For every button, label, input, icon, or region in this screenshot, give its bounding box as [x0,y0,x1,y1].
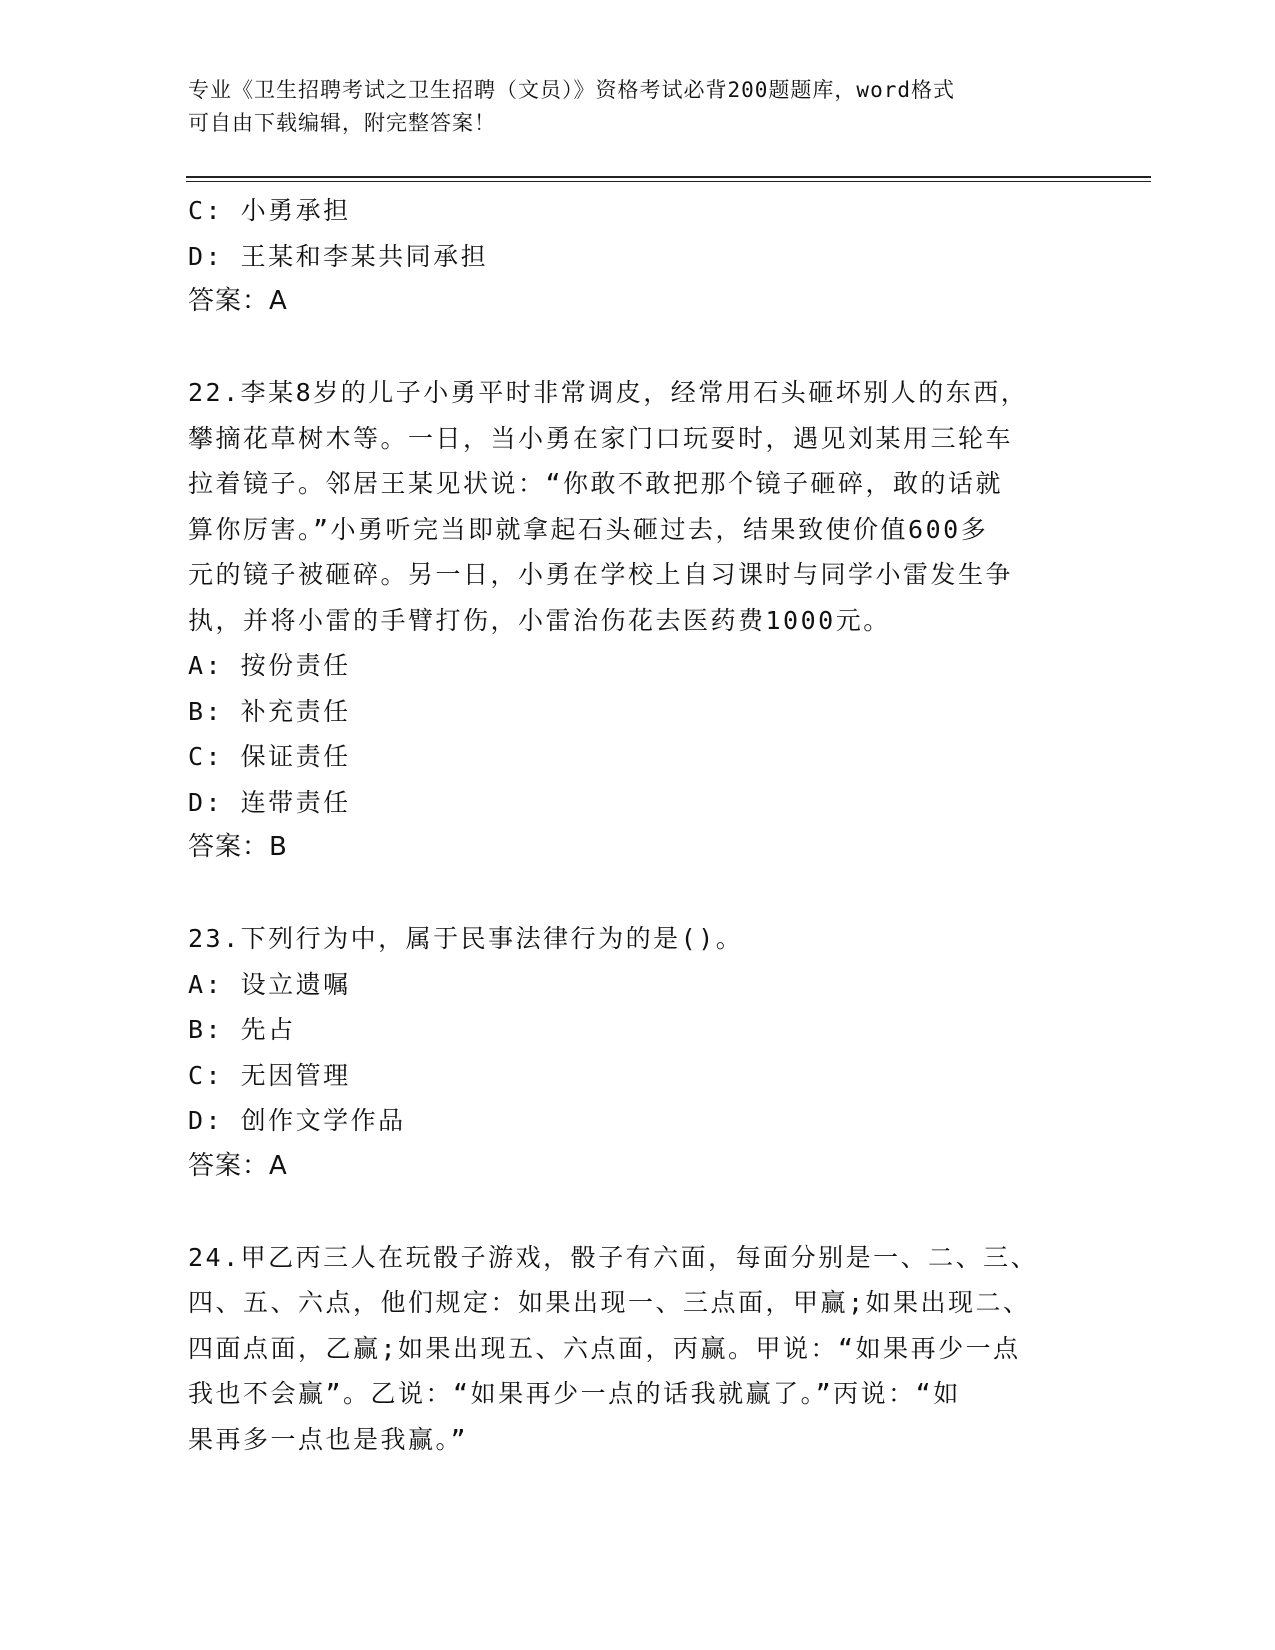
spacer [188,1189,1068,1235]
q24-stem-line-1: 24.甲乙丙三人在玩骰子游戏，骰子有六面，每面分别是一、二、三、 [188,1242,1039,1272]
question-23 [188,916,1068,1189]
q22-option-d: D: 连带责任 [188,787,351,817]
q22-stem-line-4: 算你厉害。”小勇听完当即就拿起石头砸过去，结果致使价值600多 [188,514,989,544]
q22-option-c: C: 保证责任 [188,742,351,771]
prev-option-c: C: 小勇承担 [188,196,351,225]
q23-option-c: C: 无因管理 [188,1060,351,1090]
q22-option-a: A: 按份责任 [188,651,351,680]
q23-answer: 答案：A [188,1150,288,1181]
header-title-line-1: 专业《卫生招聘考试之卫生招聘（文员）》资格考试必背200题题库，word格式 [188,78,955,102]
q22-stem-line-6: 执，并将小雷的手臂打伤，小雷治伤花去医药费1000元。 [188,605,891,635]
q22-stem-line-2: 攀摘花草树木等。一日，当小勇在家门口玩耍时，遇见刘某用三轮车 [188,423,1014,453]
q22-option-b: B: 补充责任 [188,696,351,726]
document-header [188,74,1068,140]
q23-option-a: A: 设立遗嘱 [188,969,351,999]
q24-stem-line-4: 我也不会赢”。乙说：“如果再少一点的话我就赢了。”丙说：“如 [188,1379,961,1408]
q23-option-d: D: 创作文学作品 [188,1106,406,1135]
question-24 [188,1235,1068,1463]
q23-option-b: B: 先占 [188,1015,296,1044]
document-body [188,188,1068,1462]
q23-stem: 23.下列行为中，属于民事法律行为的是()。 [188,924,744,953]
q24-stem-line-5: 果再多一点也是我赢。” [188,1424,469,1454]
q22-stem-line-3: 拉着镜子。邻居王某见状说：“你敢不敢把那个镜子砸碎，敢的话就 [188,469,1004,498]
q22-answer: 答案：B [188,832,288,862]
prev-answer: 答案：A [188,286,288,316]
spacer [188,325,1068,371]
question-22 [188,370,1068,871]
q24-stem-line-3: 四面点面，乙赢;如果出现五、六点面，丙赢。甲说：“如果再少一点 [188,1333,1021,1363]
header-title-line-2: 可自由下载编辑，附完整答案！ [188,111,496,135]
q22-stem-line-5: 元的镜子被砸碎。另一日，小勇在学校上自习课时与同学小雷发生争 [188,560,1014,589]
q22-stem-line-1: 22.李某8岁的儿子小勇平时非常调皮，经常用石头砸坏别人的东西， [188,378,1029,407]
header-divider-thick [186,176,1151,178]
spacer [188,871,1068,917]
header-divider-thin [186,181,1151,182]
prev-option-d: D: 王某和李某共同承担 [188,241,489,271]
q24-stem-line-2: 四、五、六点，他们规定：如果出现一、三点面，甲赢;如果出现二、 [188,1288,1031,1317]
